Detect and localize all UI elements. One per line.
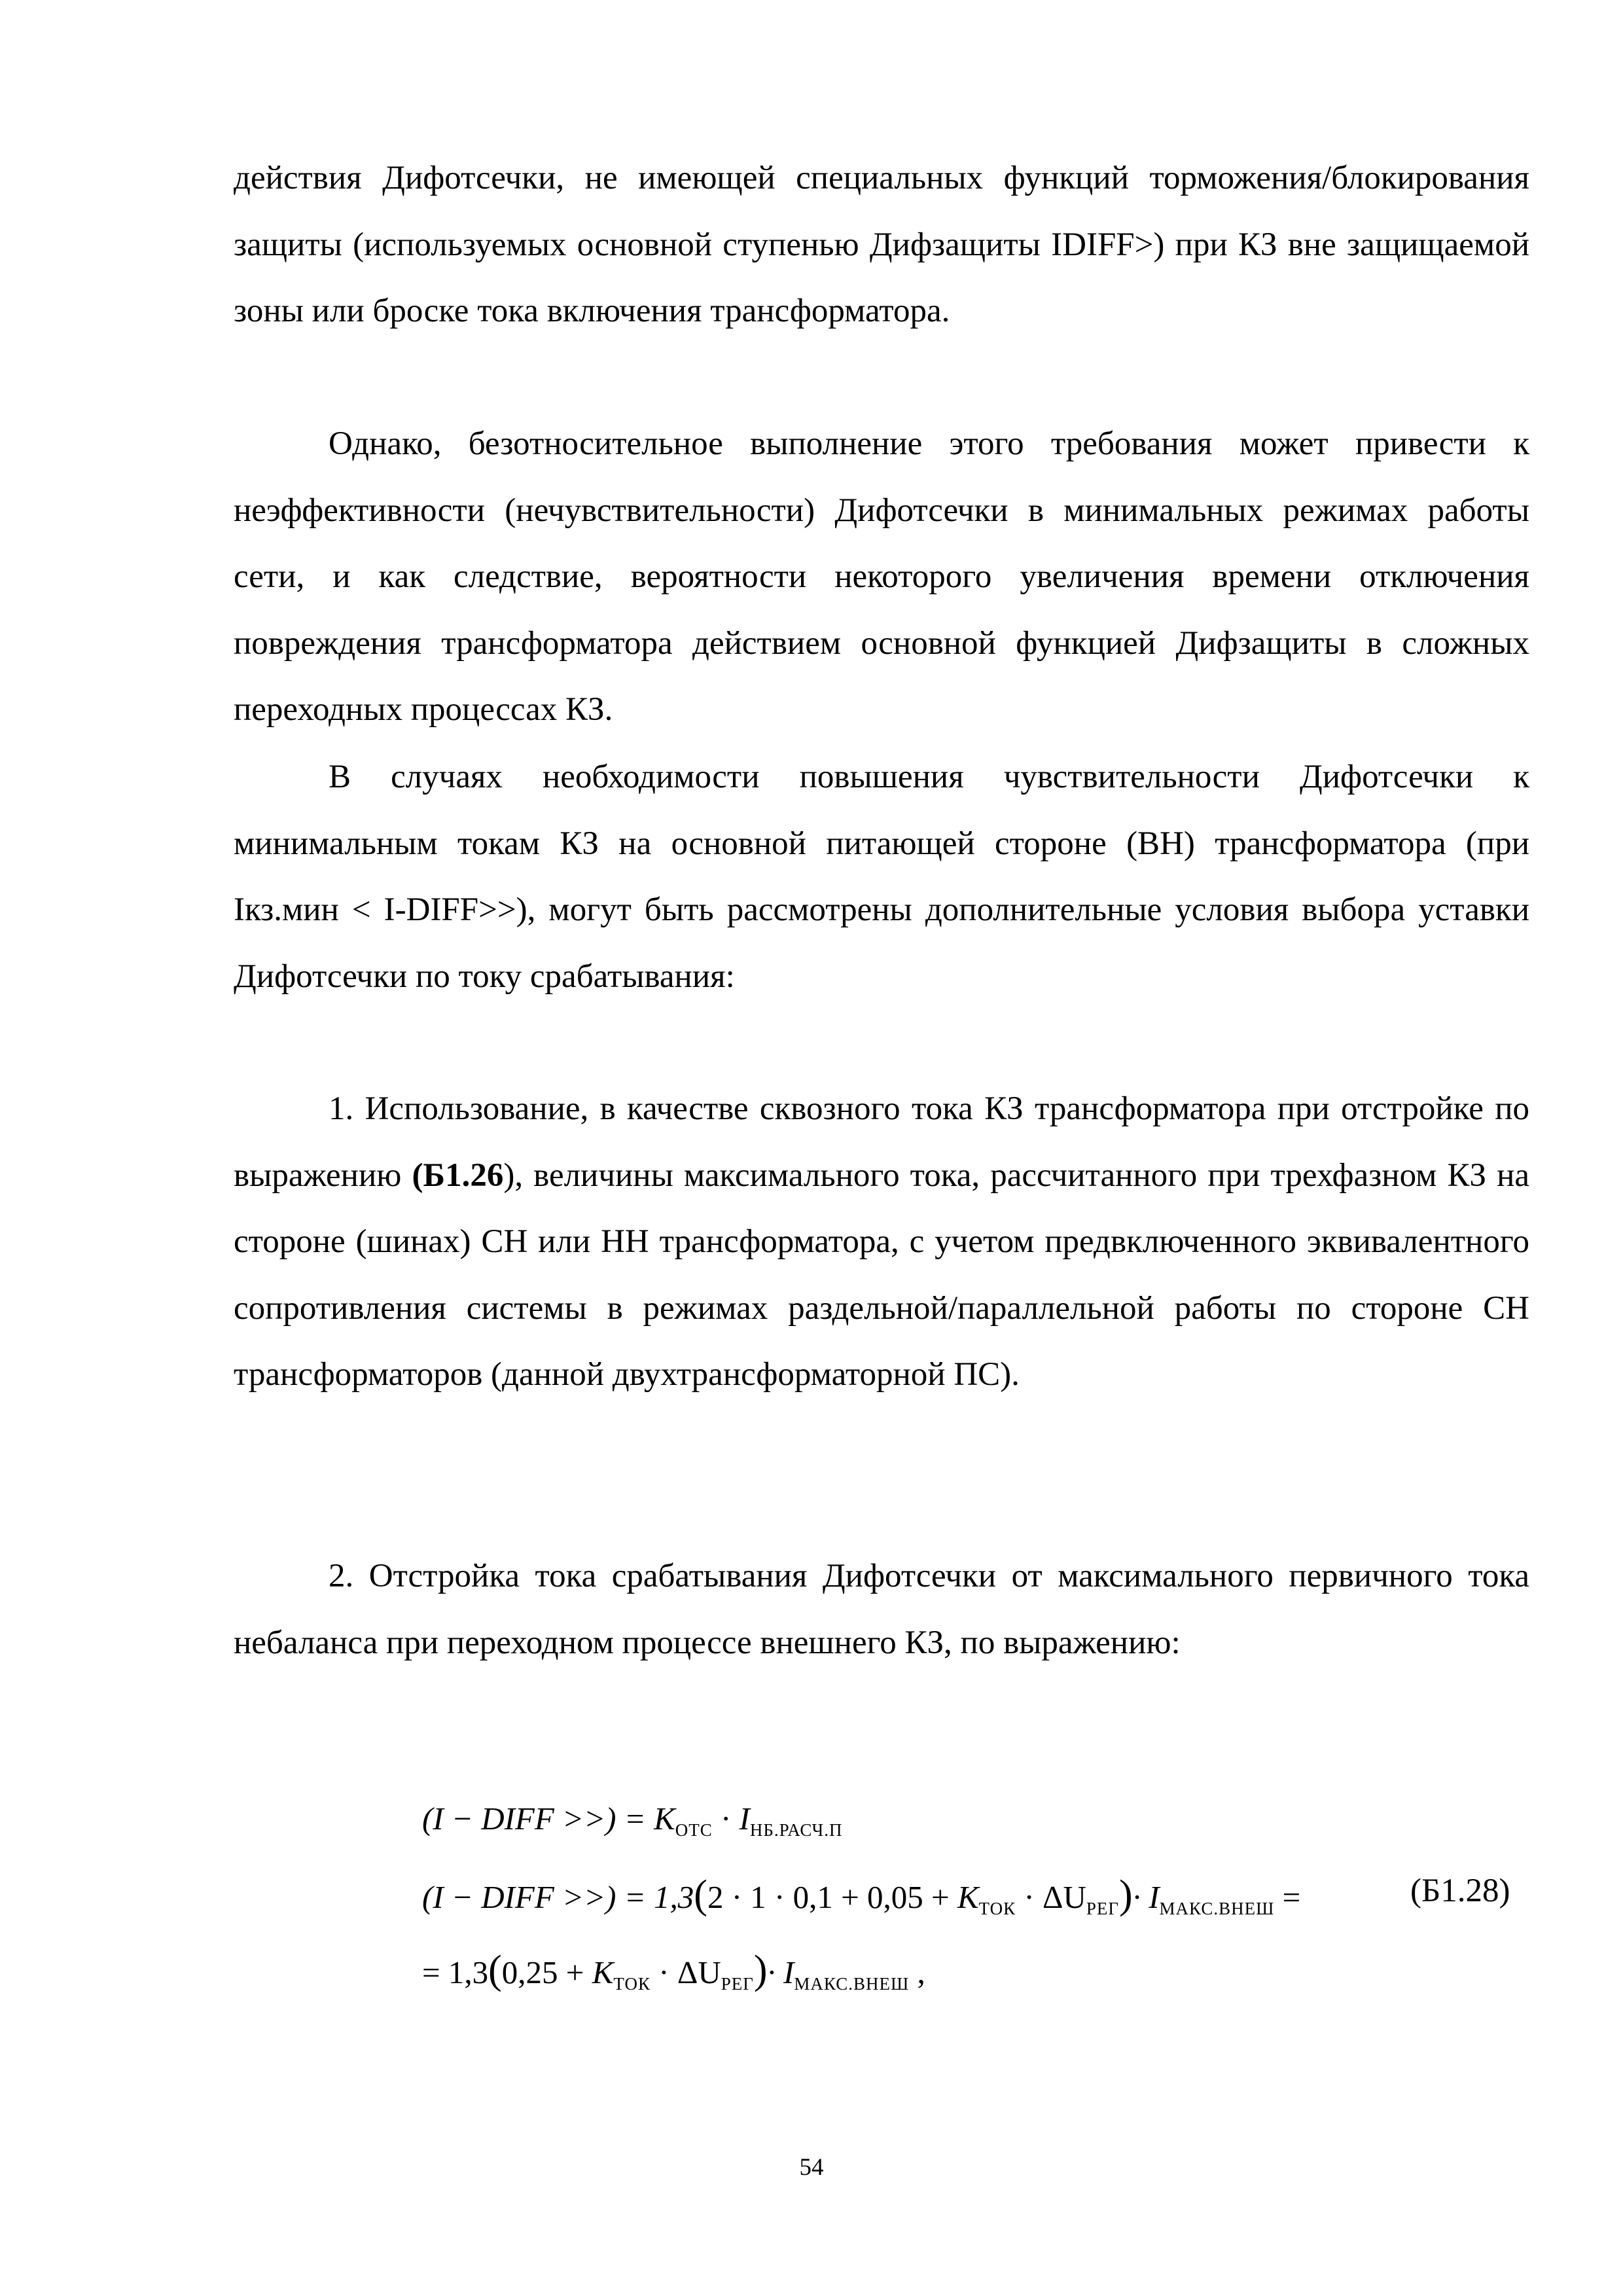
formula-reference: (Б1.26 [412,1157,504,1194]
page-number: 54 [799,2154,824,2181]
formula-2-k: K [957,1879,979,1915]
formula-2-lhs: (I − DIFF >>) = 1,3 [422,1879,694,1915]
paragraph-4-start: 1. Использование, в качестве сквозного тока КЗ трансформатора при отстройке по выражению [234,1090,1529,1194]
formula-3-close-paren: ) [753,1948,768,1992]
formula-3-lhs: = 1,3 [422,1954,489,1990]
formula-3-mid: 0,25 + [501,1954,592,1990]
formula-1-i-sub: НБ.РАСЧ.П [749,1820,843,1840]
formula-2-i: · I [1132,1879,1160,1915]
formula-1-k: K [654,1801,675,1837]
formula-2-k-sub: ТОК [978,1899,1016,1918]
formula-line-1 [422,1800,842,1840]
formula-3-du-sub: РЕГ [721,1974,754,1994]
paragraph-5 [234,1543,1529,1676]
paragraph-4 [234,1076,1529,1408]
formula-line-2 [422,1872,1300,1919]
formula-1-lhs: (I − DIFF >>) = [422,1801,654,1837]
equation-number: (Б1.28) [1410,1873,1510,1909]
formula-1-k-sub: ОТС [675,1820,713,1840]
paragraph-5-text: 2. Отстройка тока срабатывания Дифотсечки от максимального первичного тока небаланса при переходном процессе внешнего КЗ, по выражению: [234,1558,1529,1661]
formula-line-3 [422,1947,925,1994]
formula-3-i-sub: МАКС.ВНЕШ [794,1974,910,1994]
formula-1-i: I [739,1801,750,1837]
formula-2-mid: 2 · 1 · 0,1 + 0,05 + [707,1879,957,1915]
paragraph-2 [234,411,1529,744]
formula-2-equals: = [1274,1879,1301,1915]
paragraph-3 [234,744,1529,1010]
formula-3-open-paren: ( [488,1948,502,1992]
paragraph-3-text: В случаях необходимости повышения чувствительности Дифотсечки к минимальным токам КЗ на основной питающей стороне (ВН) трансформатора (при Iкз.мин < I-DIFF>>), могут быть рассмотрены дополнительные условия выбора уставки Дифотсечки по току срабатывания: [234,759,1529,995]
formula-2-du: · ΔU [1016,1879,1086,1915]
formula-3-k-sub: ТОК [613,1974,651,1994]
paragraph-4-text [234,1076,1529,1408]
paragraph-2-text: Однако, безотносительное выполнение этого требования может привести к неэффективности (нечувствительности) Дифотсечки в минимальных режимах работы сети, и как следствие, вероятности некоторого увеличения времени отключения повреждения трансформатора действием основной функцией Дифзащиты в сложных переходных процессах КЗ. [234,425,1529,728]
formula-2-close-paren: ) [1119,1873,1133,1917]
formula-2-i-sub: МАКС.ВНЕШ [1159,1899,1275,1918]
formula-2-open-paren: ( [694,1873,707,1917]
paragraph-4-end: ), величины максимального тока, рассчитанного при трехфазном КЗ на стороне (шинах) СН или НН трансформатора, с учетом предвключенного эквивалентного сопротивления системы в режимах раздельной/параллельной работы по стороне СН трансформаторов (данной двухтрансформаторной ПС). [234,1157,1529,1393]
paragraph-1 [234,145,1529,345]
formula-1-dot: · [712,1801,740,1837]
formula-3-i: · I [767,1954,794,1990]
formula-3-du: · ΔU [651,1954,721,1990]
paragraph-1-text: действия Дифотсечки, не имеющей специальных функций торможения/блокирования защиты (используемых основной ступенью Дифзащиты IDIFF>) при КЗ вне защищаемой зоны или броске тока включения трансформатора. [234,160,1529,329]
formula-3-k: K [592,1954,614,1990]
formula-3-comma: , [909,1954,925,1990]
formula-2-du-sub: РЕГ [1086,1899,1120,1918]
